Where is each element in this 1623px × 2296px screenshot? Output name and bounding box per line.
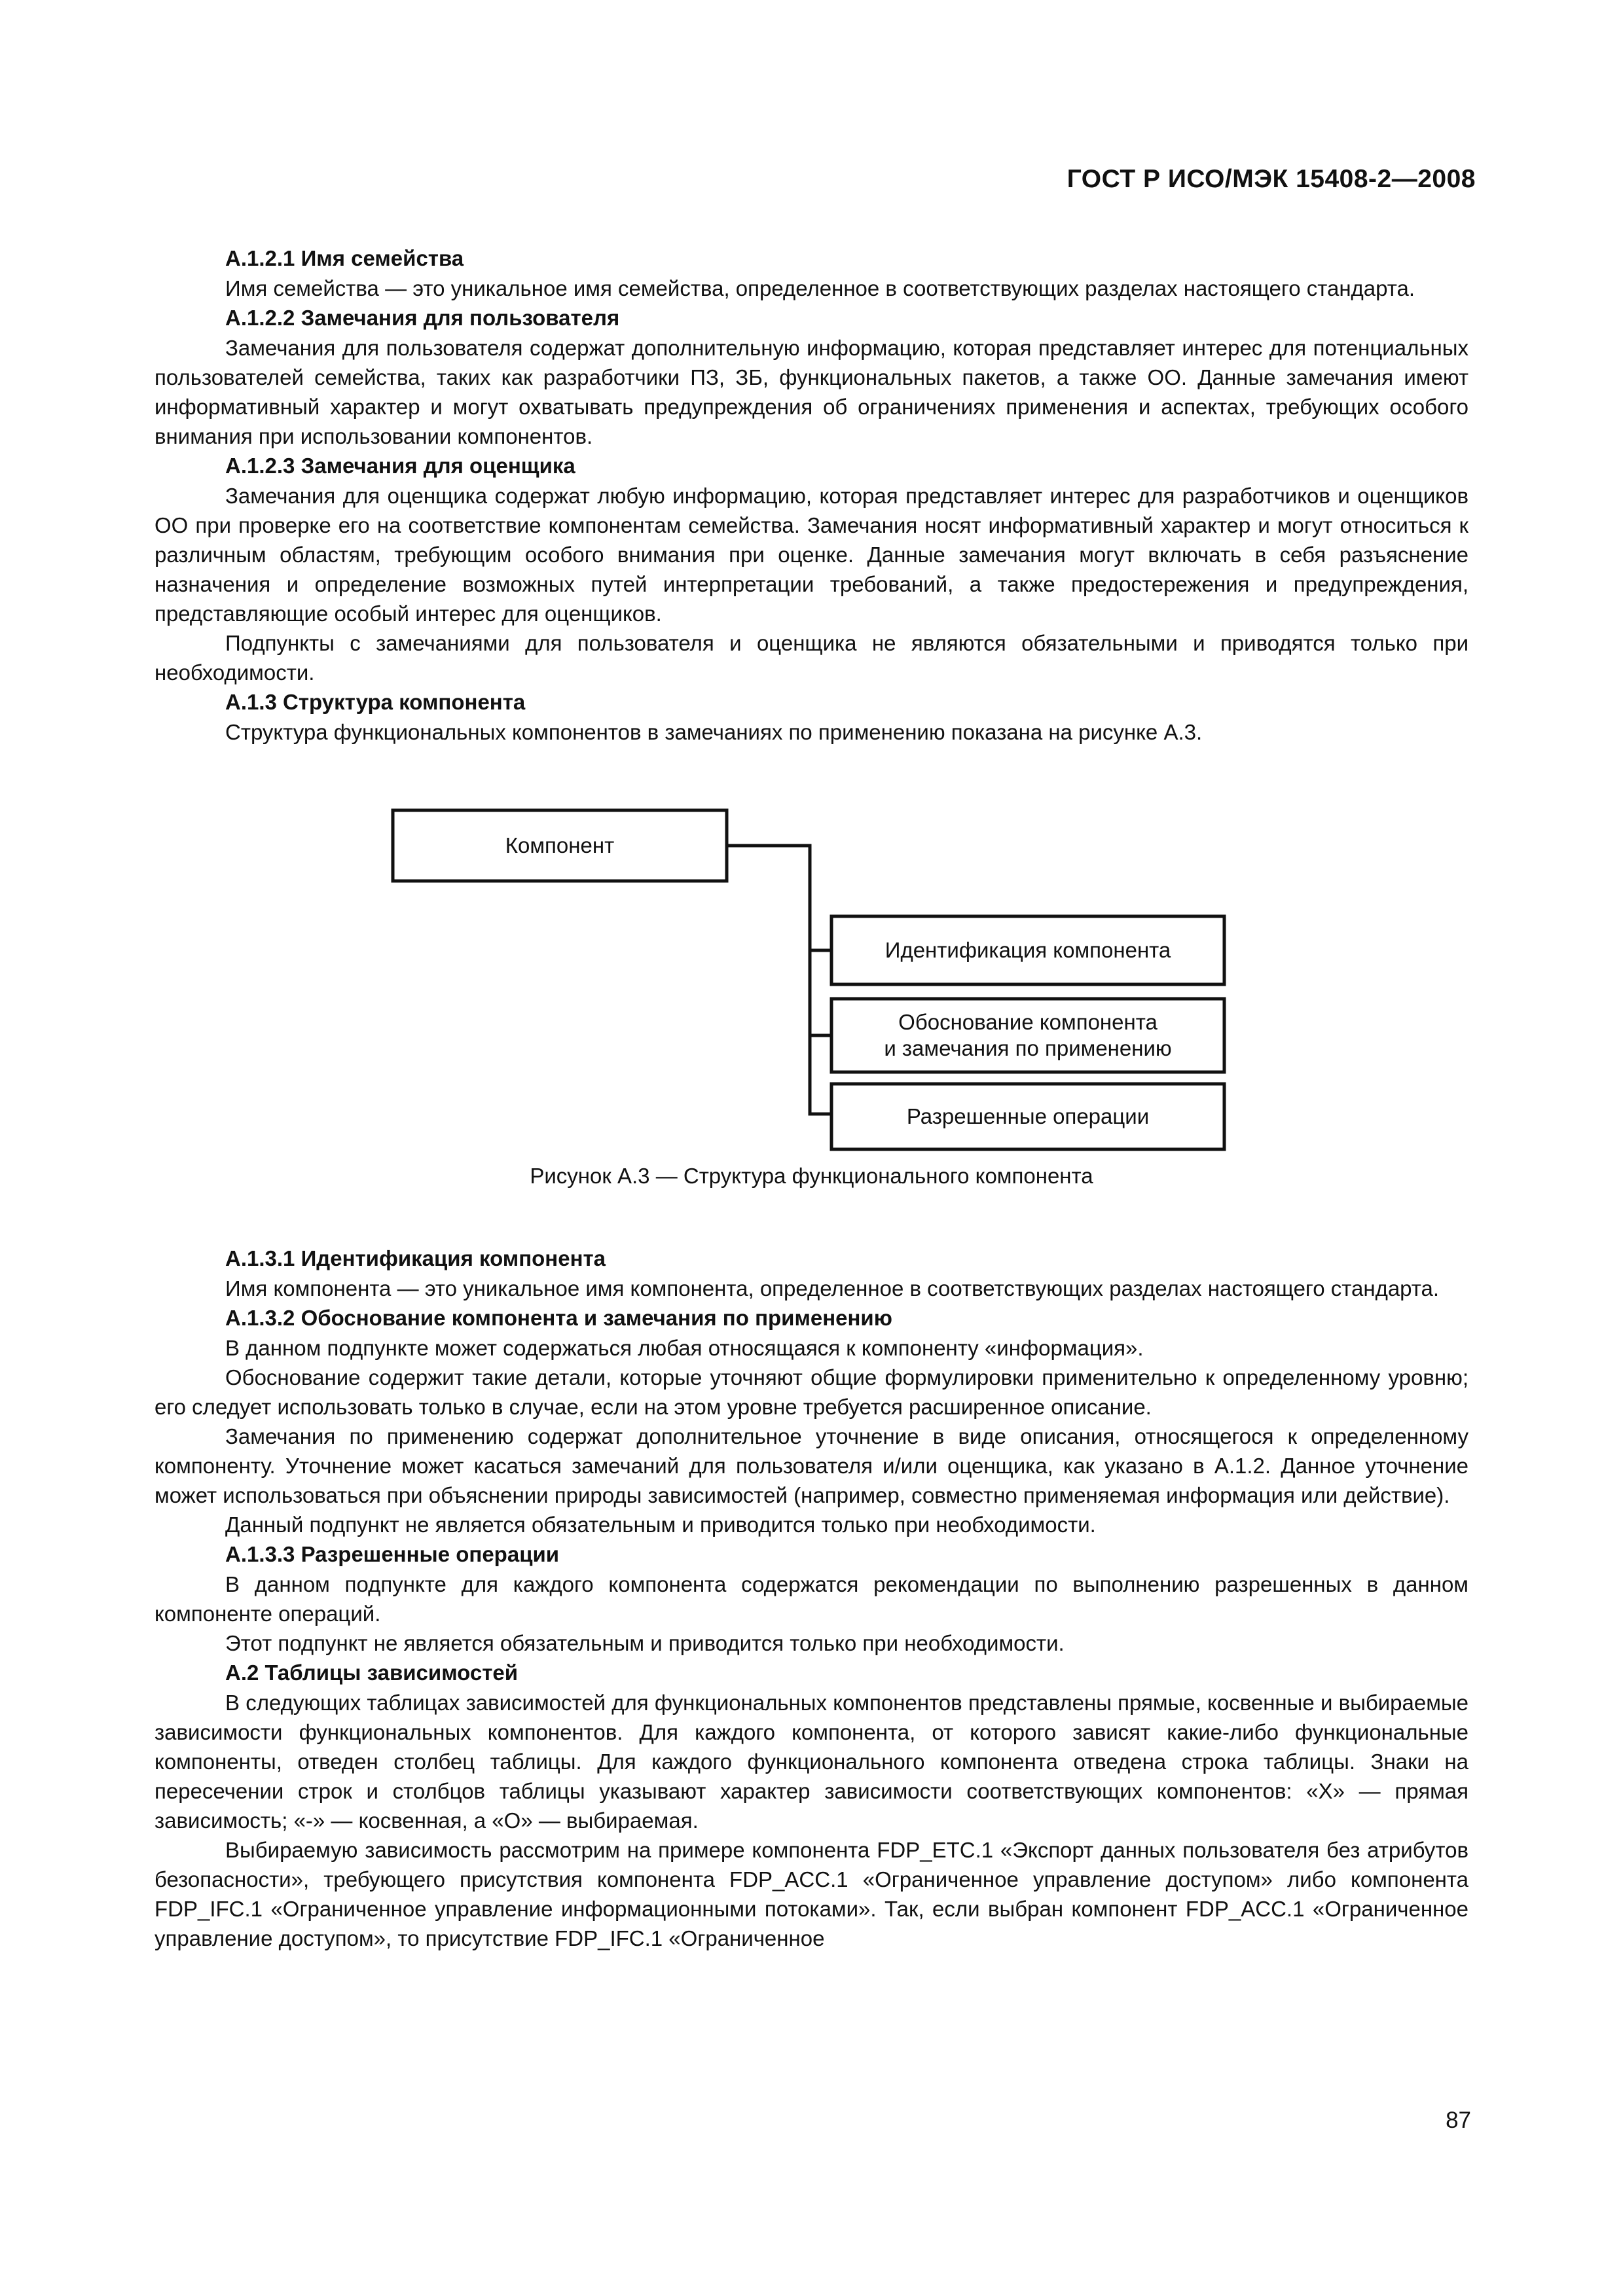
diagram-child-label-rationale-line2: и замечания по применению xyxy=(884,1036,1172,1060)
paragraph: Обоснование содержит такие детали, которые уточняют общие формулировки применительно к определенному уровню; его следует использовать только в случае, если на этом уровне требуется расширенное описание. xyxy=(155,1365,1468,1419)
paragraph: В данном подпункте для каждого компонента содержатся рекомендации по выполнению разрешенных в данном компоненте операций. xyxy=(155,1572,1468,1626)
paragraph: Замечания по применению содержат дополнительное уточнение в виде описания, относящегося к определенному компоненту. Уточнение может касаться замечаний для пользователя и/или оценщика, как указано в А.1.2. Данное уточнение может использоваться при объяснении природы зависимостей (например, совместно применяемая информация или действие). xyxy=(155,1424,1468,1507)
diagram-root-label: Компонент xyxy=(505,833,615,857)
paragraph: Данный подпункт не является обязательным и приводится только при необходимости. xyxy=(225,1513,1096,1537)
section-heading: А.1.3.3 Разрешенные операции xyxy=(225,1542,560,1566)
component-structure-diagram xyxy=(0,785,1623,1165)
diagram-child-label-identification: Идентификация компонента xyxy=(884,938,1171,962)
section-heading: А.1.2.1 Имя семейства xyxy=(225,246,464,270)
section-heading: А.1.3 Структура компонента xyxy=(225,690,526,714)
paragraph: Выбираемую зависимость рассмотрим на примере компонента FDP_ETC.1 «Экспорт данных пользователя без атрибутов безопасности», требующего присутствия компонента FDP_ACC.1 «Ограниченное управление доступом» либо компонента FDP_IFC.1 «Ограниченное управление информационными потоками». Так, если выбран компонент FDP_ACC.1 «Ограниченное управление доступом», то присутствие FDP_IFC.1 «Ограниченное xyxy=(155,1838,1468,1950)
section-component-text xyxy=(155,1244,1468,1953)
page-number: 87 xyxy=(1446,2108,1471,2133)
diagram-svg xyxy=(0,785,1623,1165)
paragraph: Замечания для оценщика содержат любую информацию, которая представляет интерес для разработчиков и оценщиков ОО при проверке его на соответствие компонентам семейства. Замечания носят информативный характер и могут относиться к различным областям, требующим особого внимания при оценке. Данные замечания могут включать в себя разъяснение назначения и определение возможных путей интерпретации требований, а также предостережения и предупреждения, представляющие особый интерес для оценщиков. xyxy=(155,484,1468,626)
paragraph: Имя компонента — это уникальное имя компонента, определенное в соответствующих разделах настоящего стандарта. xyxy=(225,1276,1440,1300)
diagram-child-label-operations: Разрешенные операции xyxy=(906,1104,1150,1128)
section-heading: А.2 Таблицы зависимостей xyxy=(225,1660,519,1685)
diagram-connector-trunk xyxy=(727,846,831,1114)
paragraph: Замечания для пользователя содержат дополнительную информацию, которая представляет интерес для потенциальных пользователей семейства, таких как разработчики ПЗ, ЗБ, функциональных пакетов, а также ОО. Данные замечания имеют информативный характер и могут охватывать предупреждения об ограничениях применения и аспектах, требующих особого внимания при использовании компонентов. xyxy=(155,336,1468,448)
section-heading: А.1.3.2 Обоснование компонента и замечания по применению xyxy=(225,1306,892,1330)
paragraph: В следующих таблицах зависимостей для функциональных компонентов представлены прямые, косвенные и выбираемые зависимости функциональных компонентов. Для каждого компонента, от которого зависят какие-либо функциональные компоненты, отведен столбец таблицы. Для каждого функционального компонента отведена строка таблицы. Знаки на пересечении строк и столбцов таблицы указывают характер зависимости соответствующих компонентов: «X» — прямая зависимость; «-» — косвенная, а «O» — выбираемая. xyxy=(155,1691,1468,1833)
paragraph: Структура функциональных компонентов в замечаниях по применению показана на рисунке А.3. xyxy=(225,720,1203,744)
section-heading: А.1.2.3 Замечания для оценщика xyxy=(225,454,575,478)
diagram-child-label-rationale-line1: Обоснование компонента xyxy=(898,1010,1158,1034)
paragraph: Этот подпункт не является обязательным и приводится только при необходимости. xyxy=(225,1631,1065,1655)
figure-caption: Рисунок А.3 — Структура функционального компонента xyxy=(530,1164,1093,1188)
section-family-text xyxy=(155,243,1468,747)
document-code-header: ГОСТ Р ИСО/МЭК 15408-2—2008 xyxy=(1067,165,1476,193)
paragraph: Имя семейства — это уникальное имя семейства, определенное в соответствующих разделах настоящего стандарта. xyxy=(225,276,1415,300)
paragraph: В данном подпункте может содержаться любая относящаяся к компоненту «информация». xyxy=(225,1336,1144,1360)
section-heading: А.1.2.2 Замечания для пользователя xyxy=(225,306,620,330)
paragraph: Подпункты с замечаниями для пользователя и оценщика не являются обязательными и приводятся только при необходимости. xyxy=(155,631,1468,685)
section-heading: А.1.3.1 Идентификация компонента xyxy=(225,1246,606,1270)
